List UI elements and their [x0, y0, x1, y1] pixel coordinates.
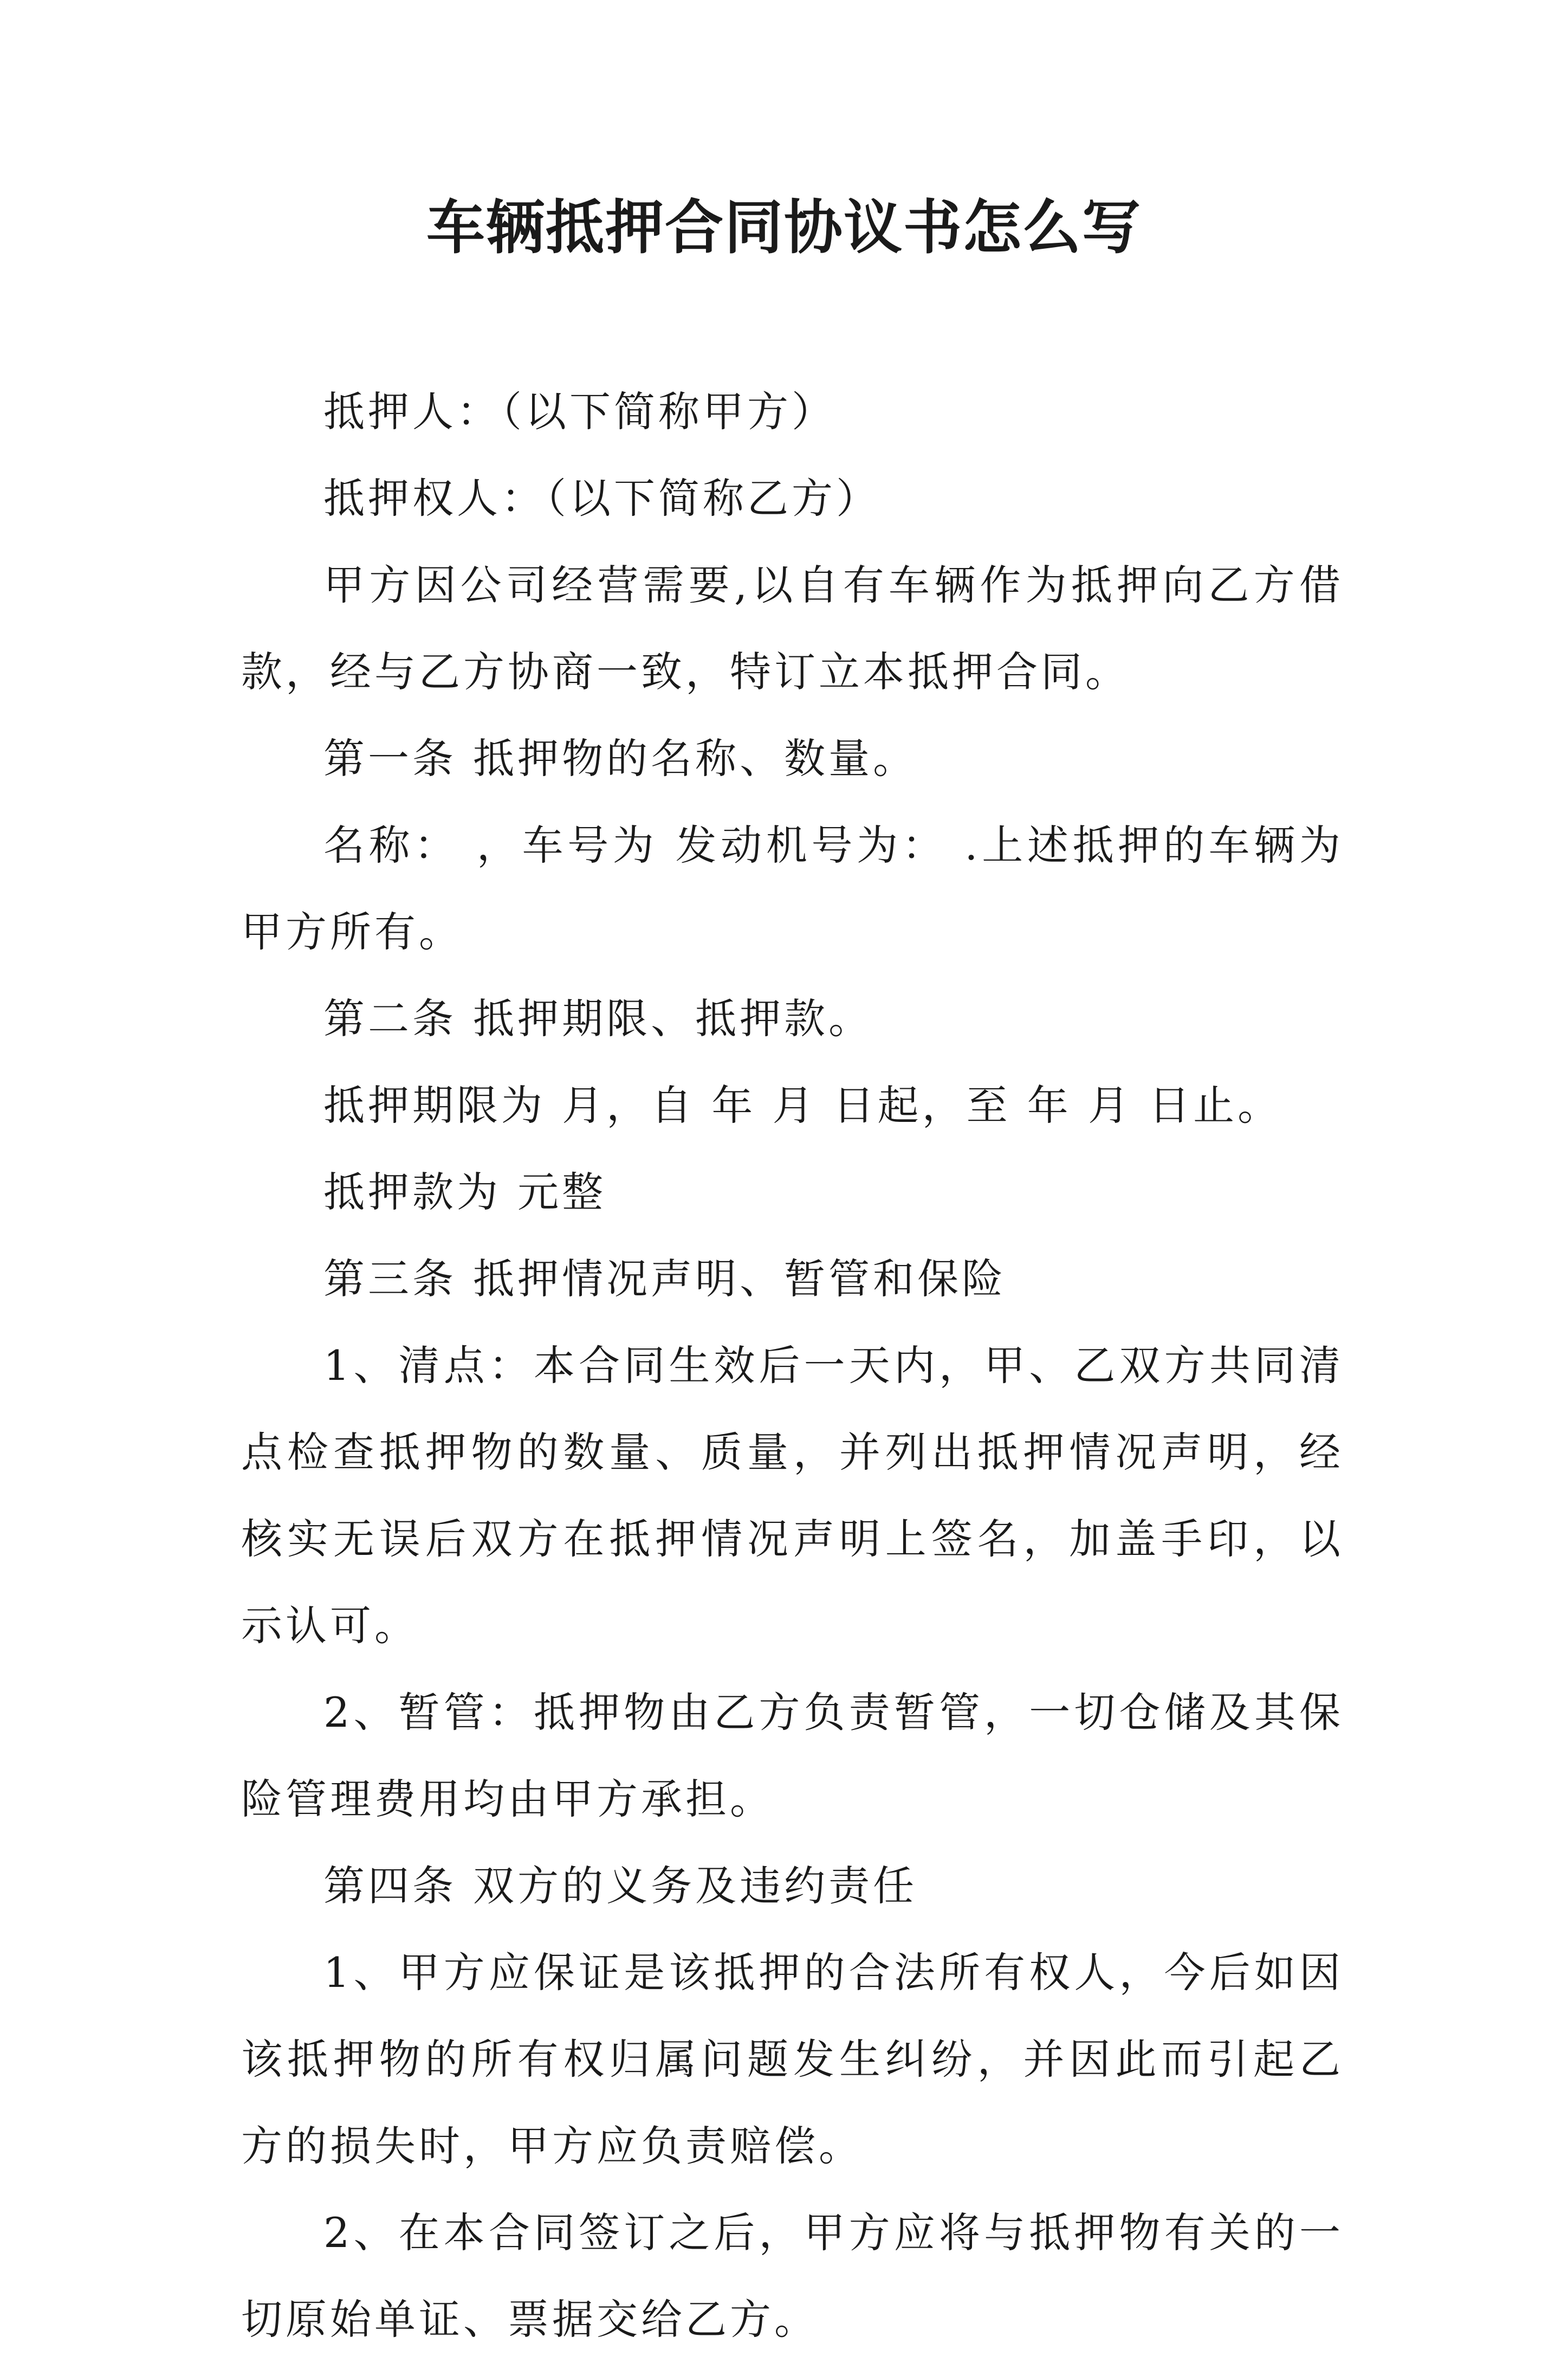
article-4-item-1: 1、甲方应保证是该抵押的合法所有权人，今后如因该抵押物的所有权归属问题发生纠纷，并因此而引起乙方的损失时，甲方应负责赔偿。 [241, 1948, 1344, 2170]
article-3-heading: 第三条 抵押情况声明、暂管和保险 [323, 1255, 1007, 1303]
article-2-amount: 抵押款为 元整 [323, 1168, 607, 1216]
paragraph-mortgagee: 抵押权人：（以下简称乙方） [323, 474, 880, 522]
article-1-heading: 第一条 抵押物的名称、数量。 [323, 734, 918, 783]
document-title: 车辆抵押合同协议书怎么写 [426, 193, 1142, 262]
article-3-item-2: 2、暂管：抵押物由乙方负责暂管，一切仓储及其保险管理费用均由甲方承担。 [241, 1688, 1344, 1823]
paragraph-preamble: 甲方因公司经营需要,以自有车辆作为抵押向乙方借款，经与乙方协商一致，特订立本抵押合同。 [241, 561, 1344, 696]
article-2-term: 抵押期限为 月，自 年 月 日起，至 年 月 日止。 [323, 1081, 1282, 1129]
article-2-heading: 第二条 抵押期限、抵押款。 [323, 995, 873, 1043]
document-body [241, 369, 1344, 2363]
article-4-heading: 第四条 双方的义务及违约责任 [323, 1862, 918, 1910]
paragraph-mortgagor: 抵押人：（以下简称甲方） [323, 388, 836, 436]
article-1-name: 名称： ，车号为 发动机号为： .上述抵押的车辆为甲方所有。 [241, 821, 1344, 956]
article-3-item-1: 1、清点：本合同生效后一天内，甲、乙双方共同清点检查抵押物的数量、质量，并列出抵押情况声明，经核实无误后双方在抵押情况声明上签名，加盖手印，以示认可。 [241, 1341, 1344, 1650]
article-4-item-2: 2、在本合同签订之后，甲方应将与抵押物有关的一切原始单证、票据交给乙方。 [241, 2209, 1344, 2343]
